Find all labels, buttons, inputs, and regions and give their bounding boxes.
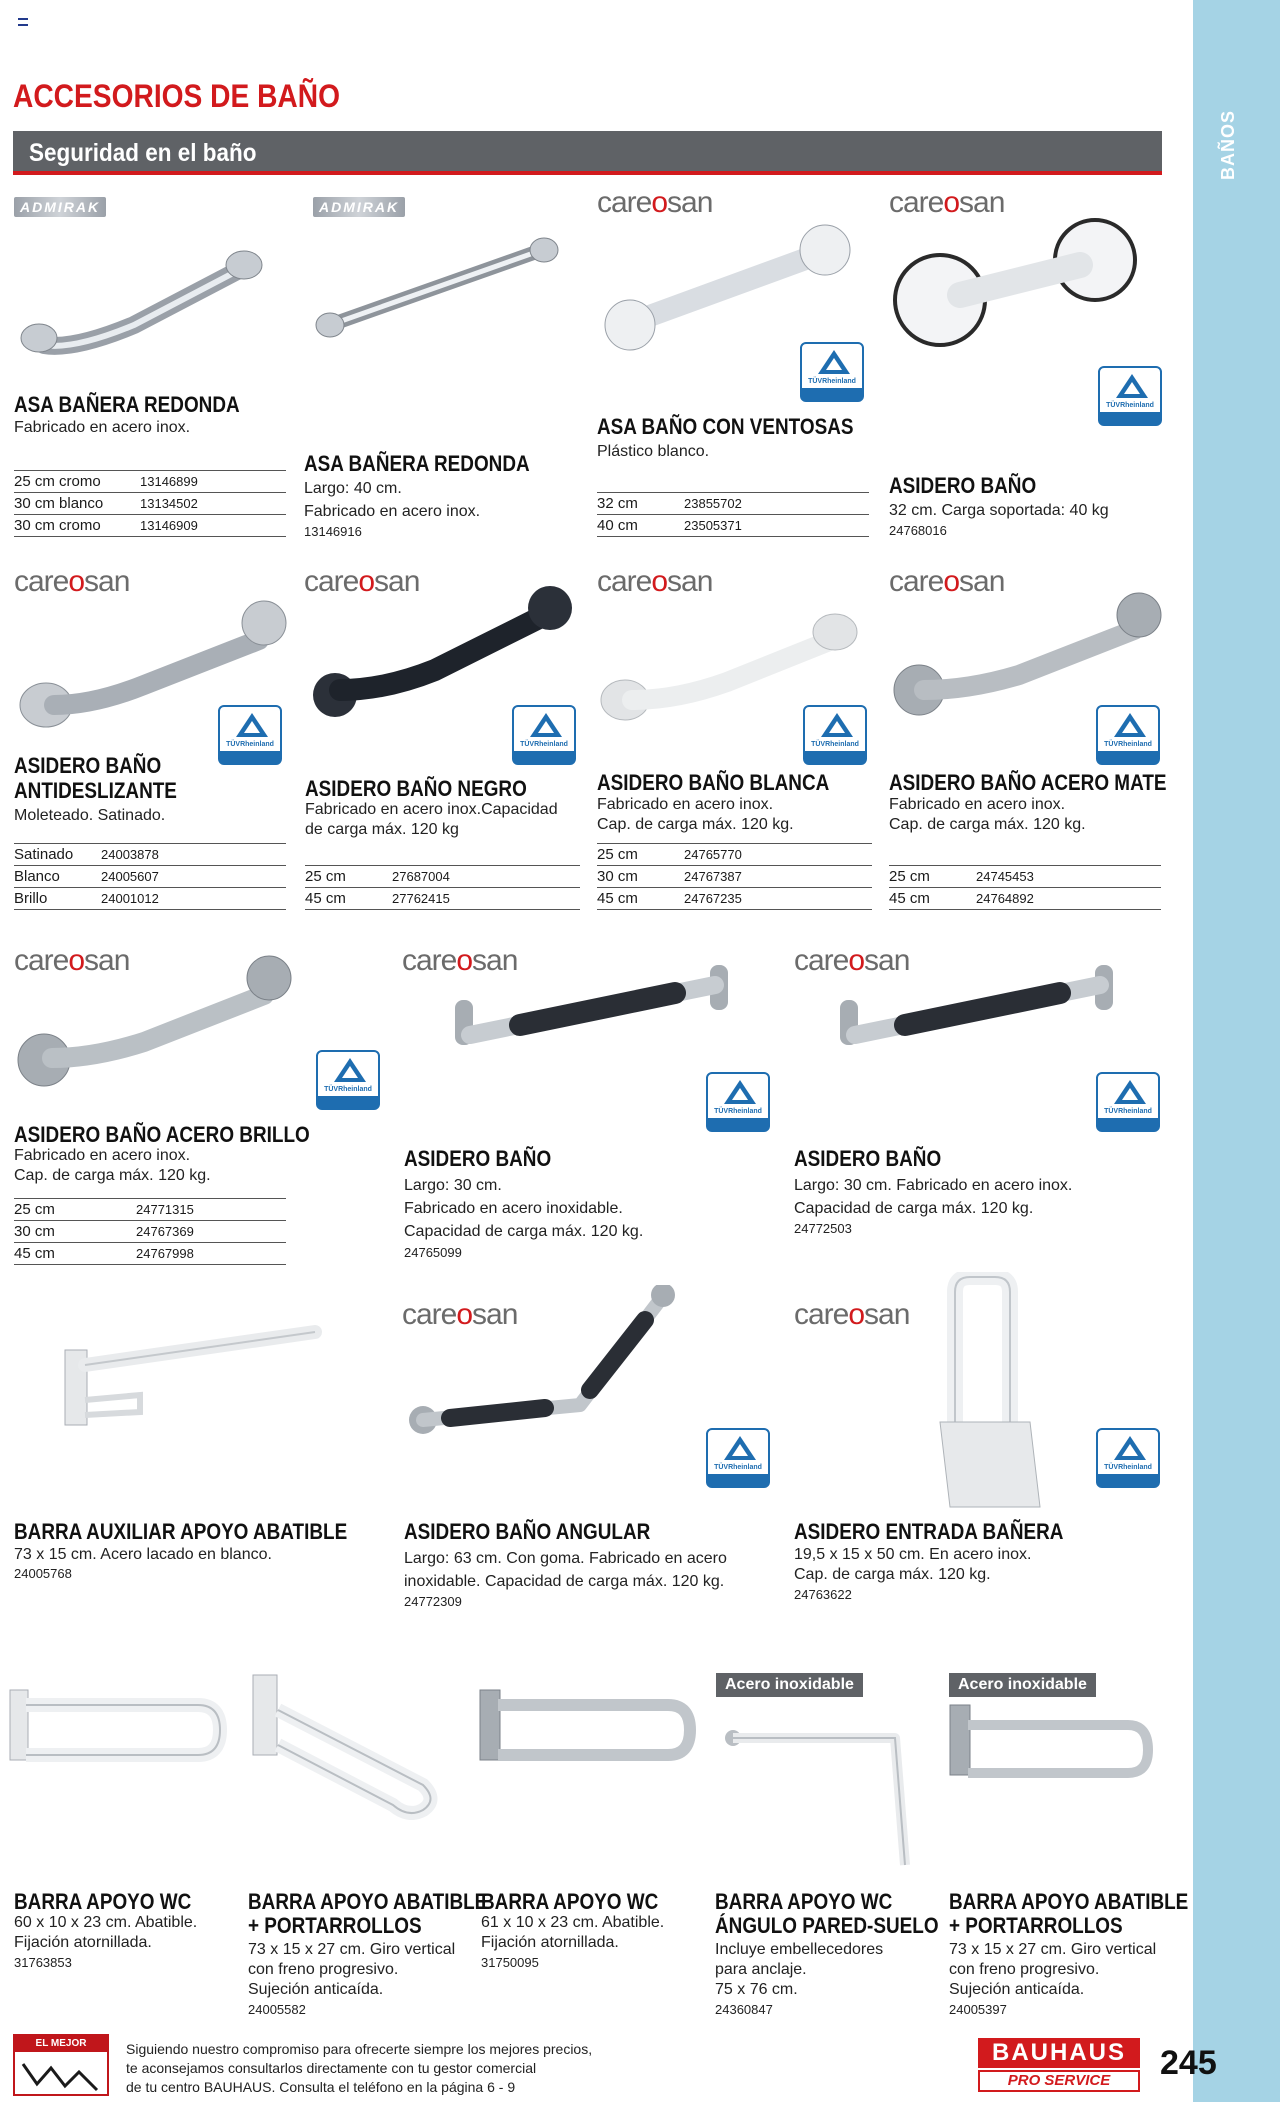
- product-description: con freno progresivo.: [248, 1961, 399, 1978]
- tuv-certification-badge: TÜVRheinland: [1098, 366, 1162, 426]
- product-description: Largo: 63 cm. Con goma. Fabricado en acero: [404, 1550, 727, 1567]
- product-name: BARRA APOYO ABATIBLE: [248, 1889, 488, 1914]
- product-image-grab-bar: [14, 950, 294, 1090]
- product-description: Largo: 30 cm. Fabricado en acero inox.: [794, 1177, 1073, 1194]
- page-number: 245: [1160, 2044, 1217, 2082]
- product-description: Largo: 40 cm.: [304, 480, 402, 497]
- table-row: Brillo 24001012: [14, 888, 286, 910]
- product-name: ASIDERO BAÑO ACERO MATE: [889, 770, 1167, 795]
- product-name: ÁNGULO PARED-SUELO: [715, 1913, 939, 1938]
- material-badge: Acero inoxidable: [716, 1673, 863, 1697]
- product-code: 13146916: [304, 524, 362, 539]
- product-name: ASIDERO BAÑO: [404, 1146, 552, 1171]
- product-description: Largo: 30 cm.: [404, 1177, 502, 1194]
- brand-logo-careosan: careosan: [597, 186, 713, 219]
- side-color-band: [1193, 0, 1280, 2102]
- brand-logo-careosan: careosan: [304, 565, 420, 598]
- product-image-bathtub-entry-handle: [935, 1272, 1055, 1512]
- product-code: 31750095: [481, 1955, 539, 1970]
- product-image-grab-bar: [312, 225, 572, 365]
- product-description: Cap. de carga máx. 120 kg.: [14, 1167, 211, 1184]
- material-badge: Acero inoxidable: [949, 1673, 1096, 1697]
- product-description: Plástico blanco.: [597, 443, 710, 460]
- product-code: 24772309: [404, 1594, 462, 1609]
- tuv-certification-badge: TÜVRheinland: [800, 342, 864, 402]
- product-description: Capacidad de carga máx. 120 kg.: [404, 1223, 644, 1240]
- product-image-rubber-grab-bar: [450, 955, 750, 1065]
- variant-table: [14, 470, 286, 537]
- tuv-certification-badge: TÜVRheinland: [218, 705, 282, 765]
- menu-icon: [18, 18, 28, 26]
- tuv-certification-badge: TÜVRheinland: [512, 705, 576, 765]
- table-row: 40 cm 23505371: [597, 515, 869, 537]
- product-name: ASIDERO BAÑO BLANCA: [597, 770, 830, 795]
- product-name: ASA BAÑO CON VENTOSAS: [597, 414, 854, 439]
- product-image-rubber-grab-bar: [835, 955, 1135, 1065]
- product-name: ASIDERO BAÑO: [14, 753, 162, 778]
- product-code: 24005397: [949, 2002, 1007, 2017]
- brand-logo-careosan: careosan: [597, 565, 713, 598]
- product-image-suction-grab-bar: [890, 215, 1170, 380]
- product-description: Fabricado en acero inoxidable.: [404, 1200, 623, 1217]
- product-description: Fijación atornillada.: [481, 1934, 619, 1951]
- product-description: 73 x 15 x 27 cm. Giro vertical: [949, 1941, 1157, 1958]
- table-row: 45 cm 27762415: [305, 888, 580, 910]
- table-row: 25 cm 27687004: [305, 866, 580, 888]
- section-title: Seguridad en el baño: [29, 139, 257, 167]
- product-description: Sujeción anticaída.: [949, 1981, 1085, 1998]
- product-code: 24005768: [14, 1566, 72, 1581]
- product-description: Fabricado en acero inox.: [14, 1147, 191, 1164]
- product-name: ASIDERO BAÑO: [889, 473, 1037, 498]
- table-row: 45 cm 24764892: [889, 888, 1161, 910]
- product-code: 24765099: [404, 1245, 462, 1260]
- variant-table: [597, 492, 869, 537]
- variant-table: [305, 865, 580, 910]
- table-row: 25 cm 24745453: [889, 866, 1161, 888]
- product-code: 24768016: [889, 523, 947, 538]
- bauhaus-logo: BAUHAUS PRO SERVICE: [978, 2038, 1140, 2092]
- product-code: 31763853: [14, 1955, 72, 1970]
- product-name: ASIDERO BAÑO ACERO BRILLO: [14, 1122, 310, 1147]
- product-code: 24772503: [794, 1221, 852, 1236]
- product-description: Capacidad de carga máx. 120 kg.: [794, 1200, 1034, 1217]
- product-code: 24005582: [248, 2002, 306, 2017]
- table-row: 30 cm cromo 13146909: [14, 515, 286, 537]
- product-name: ASIDERO BAÑO ANGULAR: [404, 1519, 651, 1544]
- product-image-grab-bar: [14, 220, 294, 370]
- variant-table: [597, 843, 872, 910]
- table-row: 32 cm 23855702: [597, 493, 869, 515]
- product-description: de carga máx. 120 kg: [305, 821, 459, 838]
- product-name: BARRA AUXILIAR APOYO ABATIBLE: [14, 1519, 348, 1544]
- brand-logo-careosan: careosan: [14, 944, 130, 977]
- table-row: Satinado 24003878: [14, 844, 286, 866]
- product-name: ASIDERO BAÑO: [794, 1146, 942, 1171]
- tuv-certification-badge: TÜVRheinland: [706, 1072, 770, 1132]
- product-image-folding-bar-with-roll-holder: [948, 1695, 1158, 1805]
- product-name: + PORTARROLLOS: [949, 1913, 1123, 1938]
- product-image-wc-support-bar: [8, 1680, 228, 1790]
- table-row: 25 cm cromo 13146899: [14, 471, 286, 493]
- brand-logo-careosan: careosan: [14, 565, 130, 598]
- brand-logo-admirak: ADMIRAK: [313, 197, 405, 217]
- variant-table: [14, 1198, 286, 1265]
- product-name: + PORTARROLLOS: [248, 1913, 422, 1938]
- product-image-folding-support-bar: [60, 1320, 330, 1430]
- table-row: 30 cm 24767387: [597, 866, 872, 888]
- product-name: ASIDERO ENTRADA BAÑERA: [794, 1519, 1064, 1544]
- tuv-certification-badge: TÜVRheinland: [1096, 1428, 1160, 1488]
- brand-logo-admirak: ADMIRAK: [14, 197, 106, 217]
- brand-logo-careosan: careosan: [794, 944, 910, 977]
- tuv-certification-badge: TÜVRheinland: [316, 1050, 380, 1110]
- best-price-badge: EL MEJOR PRECIO: [13, 2034, 109, 2096]
- variant-table: [889, 865, 1161, 910]
- product-image-wc-support-bar: [478, 1680, 698, 1790]
- product-name: BARRA APOYO WC: [715, 1889, 893, 1914]
- brand-logo-careosan: careosan: [889, 565, 1005, 598]
- brand-logo-careosan: careosan: [402, 1298, 518, 1331]
- product-name: BARRA APOYO WC: [14, 1889, 192, 1914]
- product-image-angled-grab-bar: [405, 1285, 675, 1450]
- tuv-certification-badge: TÜVRheinland: [706, 1428, 770, 1488]
- section-header: [13, 131, 1162, 175]
- product-description: Fabricado en acero inox.Capacidad: [305, 801, 558, 818]
- product-description: inoxidable. Capacidad de carga máx. 120 kg.: [404, 1573, 725, 1590]
- variant-table: [14, 843, 286, 910]
- product-description: Fabricado en acero inox.: [304, 503, 481, 520]
- product-name: BARRA APOYO WC: [481, 1889, 659, 1914]
- table-row: 30 cm 24767369: [14, 1221, 286, 1243]
- product-code: 24763622: [794, 1587, 852, 1602]
- product-code: 24360847: [715, 2002, 773, 2017]
- product-image-folding-bar-with-roll-holder: [248, 1670, 448, 1820]
- product-description: Cap. de carga máx. 120 kg.: [597, 816, 794, 833]
- product-description: Fabricado en acero inox.: [597, 796, 774, 813]
- product-description: Fabricado en acero inox.: [14, 419, 191, 436]
- product-description: 73 x 15 cm. Acero lacado en blanco.: [14, 1546, 272, 1563]
- tuv-certification-badge: TÜVRheinland: [1096, 705, 1160, 765]
- product-description: Fijación atornillada.: [14, 1934, 152, 1951]
- product-description: 75 x 76 cm.: [715, 1981, 798, 1998]
- brand-logo-careosan: careosan: [402, 944, 518, 977]
- product-name: BARRA APOYO ABATIBLE: [949, 1889, 1189, 1914]
- product-description: 61 x 10 x 23 cm. Abatible.: [481, 1914, 665, 1931]
- product-description: 60 x 10 x 23 cm. Abatible.: [14, 1914, 198, 1931]
- product-description: Cap. de carga máx. 120 kg.: [794, 1566, 991, 1583]
- product-description: Sujeción anticaída.: [248, 1981, 384, 1998]
- product-description: 73 x 15 x 27 cm. Giro vertical: [248, 1941, 456, 1958]
- product-description: Cap. de carga máx. 120 kg.: [889, 816, 1086, 833]
- table-row: 25 cm 24765770: [597, 844, 872, 866]
- side-tab-label: BAÑOS: [1218, 109, 1238, 180]
- table-row: Blanco 24005607: [14, 866, 286, 888]
- page-title: ACCESORIOS DE BAÑO: [13, 78, 341, 114]
- table-row: 45 cm 24767235: [597, 888, 872, 910]
- product-description: Moleteado. Satinado.: [14, 807, 166, 824]
- product-description: 19,5 x 15 x 50 cm. En acero inox.: [794, 1546, 1032, 1563]
- product-name: ASA BAÑERA REDONDA: [14, 392, 240, 417]
- product-name: ASA BAÑERA REDONDA: [304, 451, 530, 476]
- table-row: 30 cm blanco 13134502: [14, 493, 286, 515]
- price-trend-icon: [21, 2056, 101, 2094]
- product-name: ASIDERO BAÑO NEGRO: [305, 776, 527, 801]
- footer-notice: Siguiendo nuestro compromiso para ofrecerte siempre los mejores precios, te aconsejamos consultarlos directamente con tu gestor comercial de tu centro BAUHAUS. Consulta el teléfono en la página 6 - 9: [126, 2041, 593, 2095]
- product-description: 32 cm. Carga soportada: 40 kg: [889, 502, 1109, 519]
- product-name: ANTIDESLIZANTE: [14, 778, 177, 803]
- tuv-certification-badge: TÜVRheinland: [803, 705, 867, 765]
- product-description: con freno progresivo.: [949, 1961, 1100, 1978]
- product-image-wall-floor-bar: [715, 1700, 935, 1870]
- brand-logo-careosan: careosan: [889, 186, 1005, 219]
- brand-logo-careosan: careosan: [794, 1298, 910, 1331]
- product-description: para anclaje.: [715, 1961, 807, 1978]
- tuv-certification-badge: TÜVRheinland: [1096, 1072, 1160, 1132]
- table-row: 25 cm 24771315: [14, 1199, 286, 1221]
- product-description: Incluye embellecedores: [715, 1941, 884, 1958]
- table-row: 45 cm 24767998: [14, 1243, 286, 1265]
- product-description: Fabricado en acero inox.: [889, 796, 1066, 813]
